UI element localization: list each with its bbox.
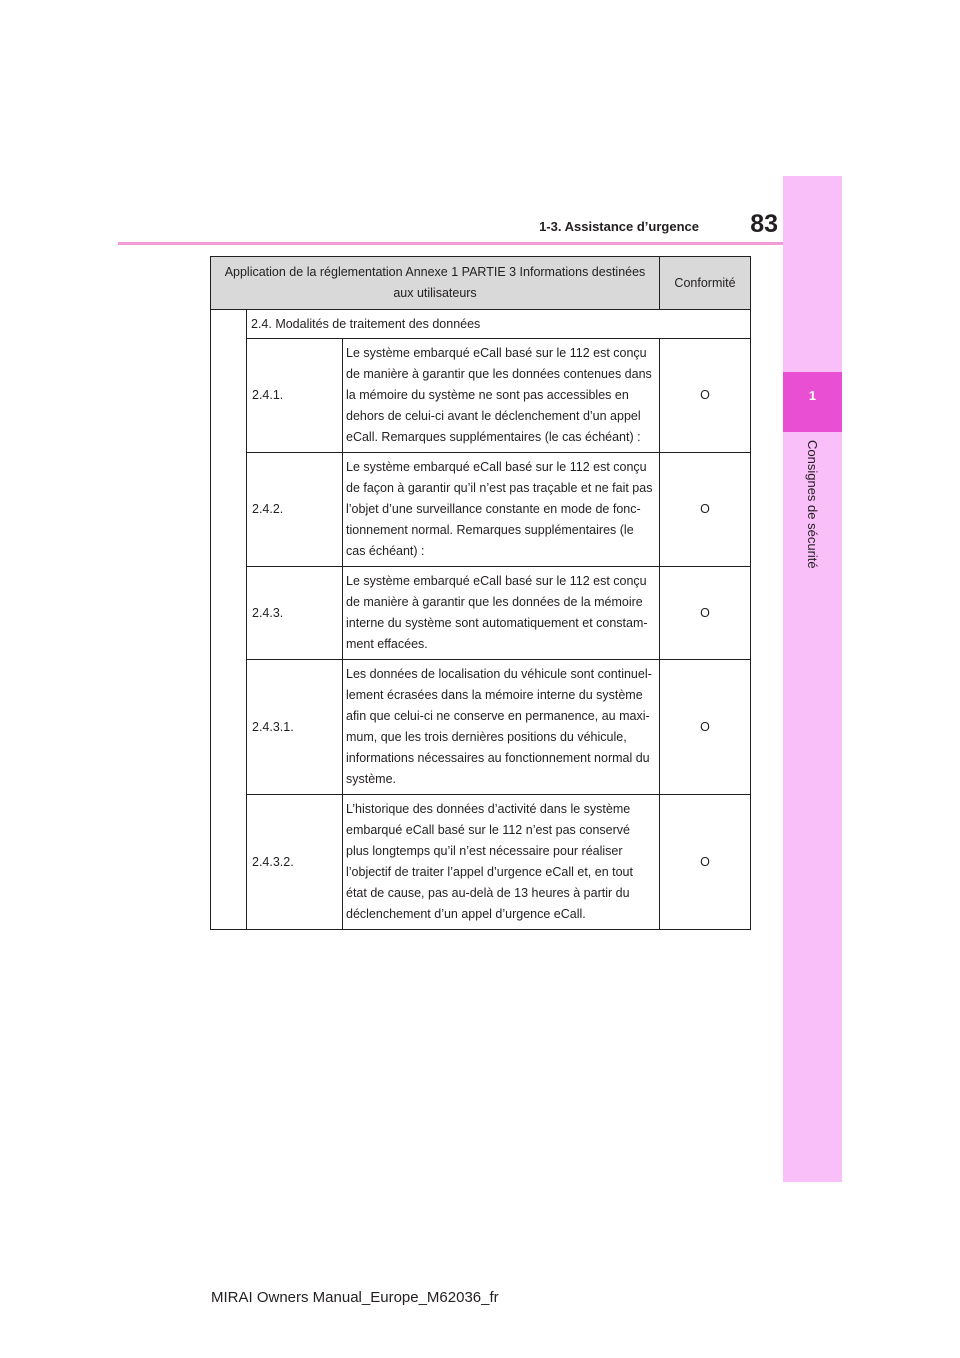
row-number: 2.4.3.2. xyxy=(247,795,343,930)
chapter-label: Consignes de sécurité xyxy=(805,440,820,569)
row-text: Le système embarqué eCall basé sur le 112 est conçu de manière à garantir que les données de la mémoire interne du système sont automatiquement et constam-ment effacées. xyxy=(343,567,660,660)
row-conformity: O xyxy=(660,453,751,567)
row-text: Les données de localisation du véhicule sont continuel-lement écrasées dans la mémoire interne du système afin que celui-ci ne conserve en permanence, au maxi-mum, que les trois dernières positions du véhicule, informations nécessaires au fonctionnement normal du système. xyxy=(343,660,660,795)
table-subsection-title: 2.4. Modalités de traitement des données xyxy=(247,310,751,339)
table-indent-cell xyxy=(211,310,247,930)
table-row xyxy=(211,660,751,795)
document-footer: MIRAI Owners Manual_Europe_M62036_fr xyxy=(211,1289,499,1306)
section-title: 1-3. Assistance d’urgence xyxy=(539,219,699,234)
row-number: 2.4.1. xyxy=(247,339,343,453)
header-divider xyxy=(118,242,783,245)
row-conformity: O xyxy=(660,567,751,660)
row-conformity: O xyxy=(660,339,751,453)
chapter-number: 1 xyxy=(808,388,817,403)
row-text: Le système embarqué eCall basé sur le 112 est conçu de façon à garantir qu’il n’est pas traçable et ne fait pas l’objet d’une surveillance constante en mode de fonc-tionnement normal. Remarques supplémentaires (le cas échéant) : xyxy=(343,453,660,567)
table-row xyxy=(211,567,751,660)
table-row xyxy=(211,453,751,567)
table-header-conformity: Conformité xyxy=(660,257,751,310)
page-number: 83 xyxy=(750,210,778,238)
chapter-side-tab xyxy=(783,176,842,1182)
row-number: 2.4.3.1. xyxy=(247,660,343,795)
table-subsection-row xyxy=(211,310,751,339)
compliance-table xyxy=(210,256,751,930)
row-number: 2.4.2. xyxy=(247,453,343,567)
table-row xyxy=(211,795,751,930)
row-text: Le système embarqué eCall basé sur le 112 est conçu de manière à garantir que les données contenues dans la mémoire du système ne sont pas accessibles en dehors de celui-ci avant le déclenchement d’un appel eCall. Remarques supplémentaires (le cas échéant) : xyxy=(343,339,660,453)
table-header-application: Application de la réglementation Annexe 1 PARTIE 3 Informations destinées aux utilisateurs xyxy=(211,257,660,310)
table-row xyxy=(211,339,751,453)
table-header-row xyxy=(211,257,751,310)
row-conformity: O xyxy=(660,795,751,930)
row-conformity: O xyxy=(660,660,751,795)
row-number: 2.4.3. xyxy=(247,567,343,660)
row-text: L’historique des données d’activité dans le système embarqué eCall basé sur le 112 n’est pas conservé plus longtemps qu’il n’est nécessaire pour réaliser l’objectif de traiter l’appel d’urgence eCall et, en tout état de cause, pas au-delà de 13 heures à partir du déclenchement d’un appel d’urgence eCall. xyxy=(343,795,660,930)
